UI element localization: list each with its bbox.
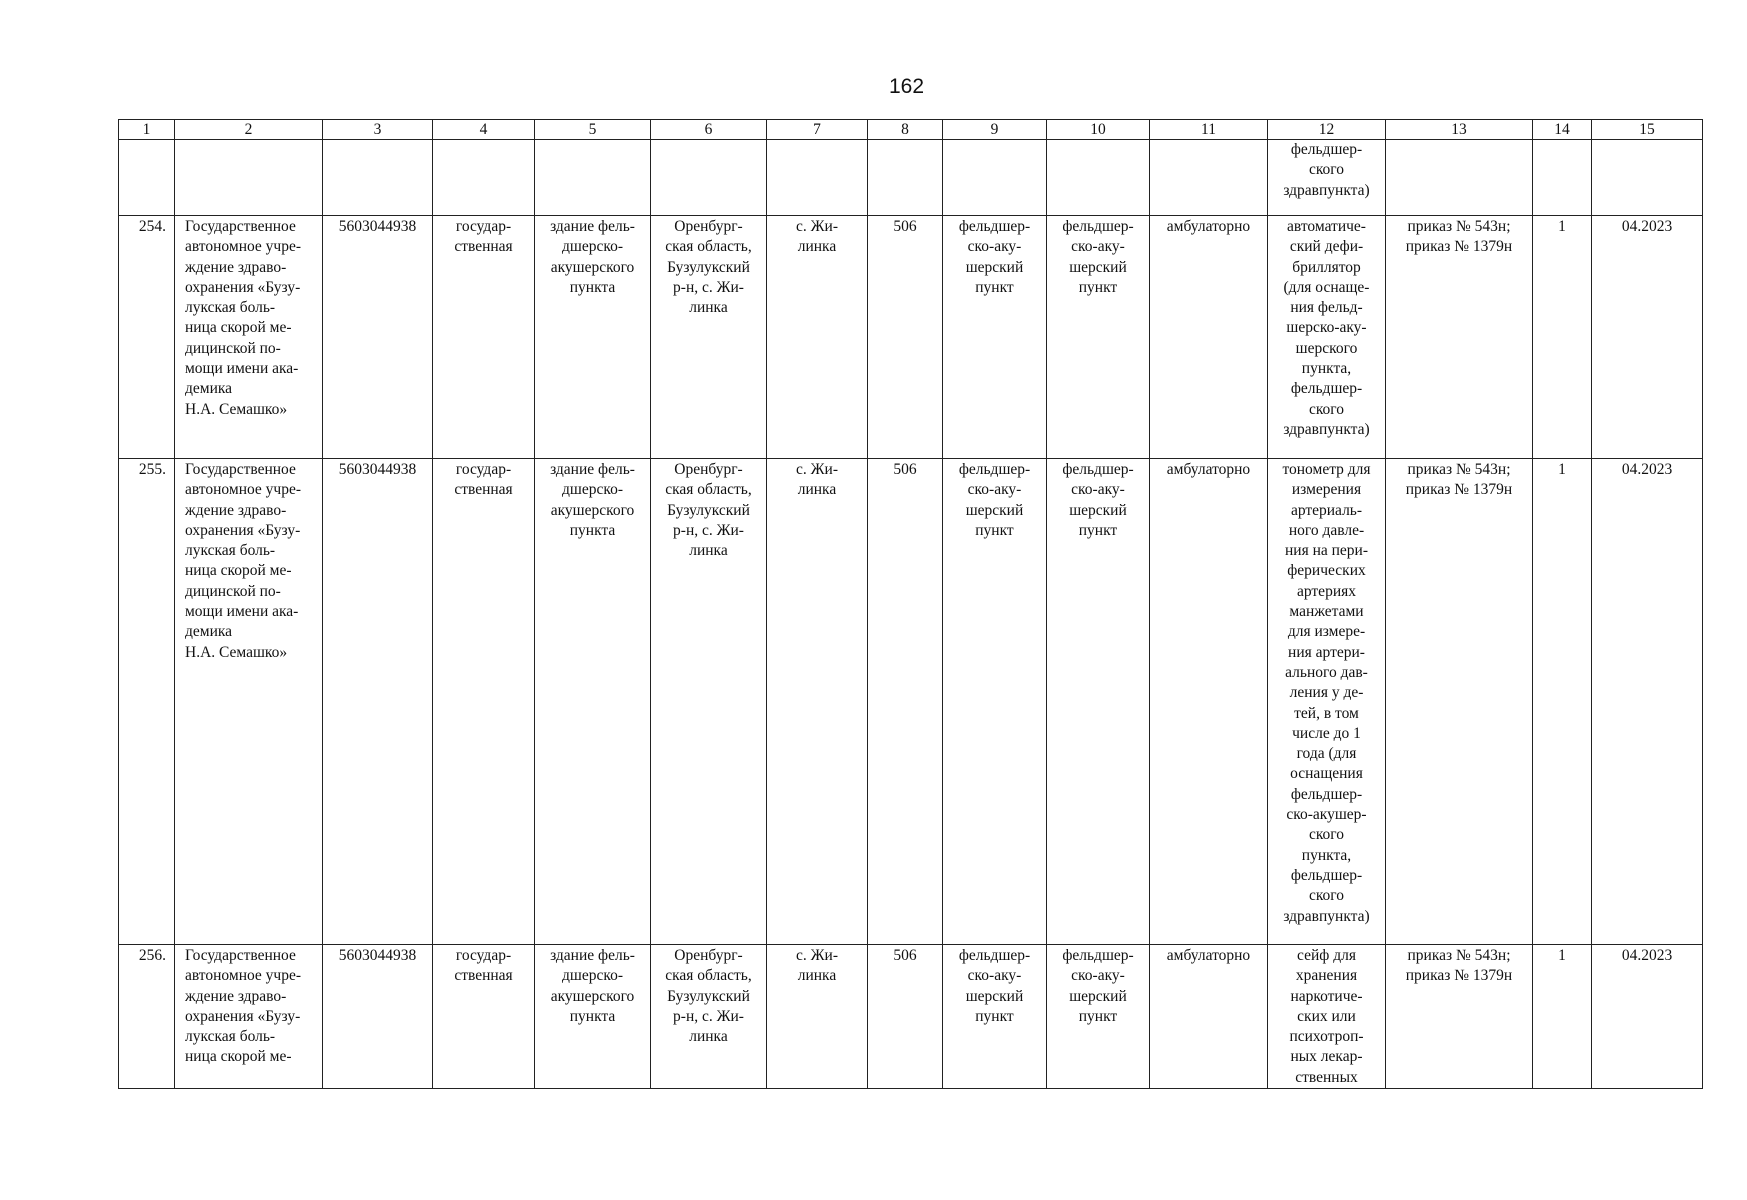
column-number: 13 xyxy=(1386,120,1533,140)
column-number: 9 xyxy=(943,120,1047,140)
cell-unit-type: фельдшер- ско-аку- шерский пункт xyxy=(943,945,1047,1089)
cell-building xyxy=(535,140,651,216)
cell-building: здание фель- дшерско- акушерского пункта xyxy=(535,945,651,1089)
page-number: 162 xyxy=(888,75,925,98)
cell-orders: приказ № 543н; приказ № 1379н xyxy=(1386,459,1533,945)
cell-unit-type: фельдшер- ско-аку- шерский пункт xyxy=(943,459,1047,945)
cell-inn: 5603044938 xyxy=(323,216,433,459)
column-number: 4 xyxy=(433,120,535,140)
cell-building: здание фель- дшерско- акушерского пункта xyxy=(535,459,651,945)
cell-care-form: амбулаторно xyxy=(1150,459,1268,945)
column-number: 1 xyxy=(119,120,175,140)
cell-population xyxy=(868,140,943,216)
cell-care-form xyxy=(1150,140,1268,216)
column-number: 2 xyxy=(175,120,323,140)
cell-settlement: с. Жи- линка xyxy=(767,945,868,1089)
cell-date xyxy=(1592,140,1703,216)
cell-equipment: автоматиче- ский дефи- бриллятор (для оснаще- ния фельд- шерско-аку- шерского пункта, фельдшер- ского здравпункта) xyxy=(1268,216,1386,459)
cell-equipment: тонометр для измерения артериаль- ного давле- ния на пери- ферических артериях манжетами для измере- ния артери- ального дав- ления у де- тей, в том числе до 1 года (для оснащения фельдшер- ско-акушер- ского пункта, фельдшер- ского здравпункта) xyxy=(1268,459,1386,945)
cell-settlement: с. Жи- линка xyxy=(767,459,868,945)
cell-settlement: с. Жи- линка xyxy=(767,216,868,459)
cell-quantity xyxy=(1533,140,1592,216)
cell-unit-name xyxy=(1047,140,1150,216)
cell-unit-name: фельдшер- ско-аку- шерский пункт xyxy=(1047,459,1150,945)
cell-orders: приказ № 543н; приказ № 1379н xyxy=(1386,945,1533,1089)
cell-ownership xyxy=(433,140,535,216)
cell-population: 506 xyxy=(868,945,943,1089)
cell-address xyxy=(651,140,767,216)
cell-equipment: сейф для хранения наркотиче- ских или психотроп- ных лекар- ственных xyxy=(1268,945,1386,1089)
cell-orders: приказ № 543н; приказ № 1379н xyxy=(1386,216,1533,459)
cell-inn: 5603044938 xyxy=(323,459,433,945)
column-number: 5 xyxy=(535,120,651,140)
cell-quantity: 1 xyxy=(1533,459,1592,945)
column-number: 14 xyxy=(1533,120,1592,140)
cell-care-form: амбулаторно xyxy=(1150,216,1268,459)
cell-unit-name: фельдшер- ско-аку- шерский пункт xyxy=(1047,945,1150,1089)
cell-quantity: 1 xyxy=(1533,216,1592,459)
cell-population: 506 xyxy=(868,459,943,945)
cell-row-number xyxy=(119,140,175,216)
table-row xyxy=(119,459,1703,945)
table-row xyxy=(119,140,1703,216)
cell-ownership: государ- ственная xyxy=(433,216,535,459)
registry-table xyxy=(118,119,1703,1089)
column-number: 11 xyxy=(1150,120,1268,140)
cell-date: 04.2023 xyxy=(1592,216,1703,459)
cell-organization: Государственное автономное учре- ждение здраво- охранения «Бузу- лукская боль- ница скорой ме- дицинской по- мощи имени ака- демика Н.А. Семашко» xyxy=(175,216,323,459)
column-number: 15 xyxy=(1592,120,1703,140)
cell-organization: Государственное автономное учре- ждение здраво- охранения «Бузу- лукская боль- ница скорой ме- дицинской по- мощи имени ака- демика Н.А. Семашко» xyxy=(175,459,323,945)
cell-address: Оренбург- ская область, Бузулукский р-н, с. Жи- линка xyxy=(651,459,767,945)
column-number: 6 xyxy=(651,120,767,140)
cell-care-form: амбулаторно xyxy=(1150,945,1268,1089)
column-number: 7 xyxy=(767,120,868,140)
cell-address: Оренбург- ская область, Бузулукский р-н, с. Жи- линка xyxy=(651,216,767,459)
column-number: 8 xyxy=(868,120,943,140)
cell-unit-name: фельдшер- ско-аку- шерский пункт xyxy=(1047,216,1150,459)
cell-inn xyxy=(323,140,433,216)
column-number: 3 xyxy=(323,120,433,140)
cell-unit-type xyxy=(943,140,1047,216)
table-row xyxy=(119,945,1703,1089)
cell-address: Оренбург- ская область, Бузулукский р-н, с. Жи- линка xyxy=(651,945,767,1089)
cell-settlement xyxy=(767,140,868,216)
cell-inn: 5603044938 xyxy=(323,945,433,1089)
cell-quantity: 1 xyxy=(1533,945,1592,1089)
cell-population: 506 xyxy=(868,216,943,459)
cell-organization: Государственное автономное учре- ждение здраво- охранения «Бузу- лукская боль- ница скорой ме- xyxy=(175,945,323,1089)
cell-ownership: государ- ственная xyxy=(433,459,535,945)
cell-building: здание фель- дшерско- акушерского пункта xyxy=(535,216,651,459)
cell-equipment: фельдшер- ского здравпункта) xyxy=(1268,140,1386,216)
column-number: 10 xyxy=(1047,120,1150,140)
cell-ownership: государ- ственная xyxy=(433,945,535,1089)
cell-row-number: 256. xyxy=(119,945,175,1089)
cell-date: 04.2023 xyxy=(1592,945,1703,1089)
column-number: 12 xyxy=(1268,120,1386,140)
cell-date: 04.2023 xyxy=(1592,459,1703,945)
cell-row-number: 255. xyxy=(119,459,175,945)
cell-unit-type: фельдшер- ско-аку- шерский пункт xyxy=(943,216,1047,459)
cell-row-number: 254. xyxy=(119,216,175,459)
cell-organization xyxy=(175,140,323,216)
column-number-row xyxy=(119,120,1703,140)
cell-orders xyxy=(1386,140,1533,216)
table-row xyxy=(119,216,1703,459)
